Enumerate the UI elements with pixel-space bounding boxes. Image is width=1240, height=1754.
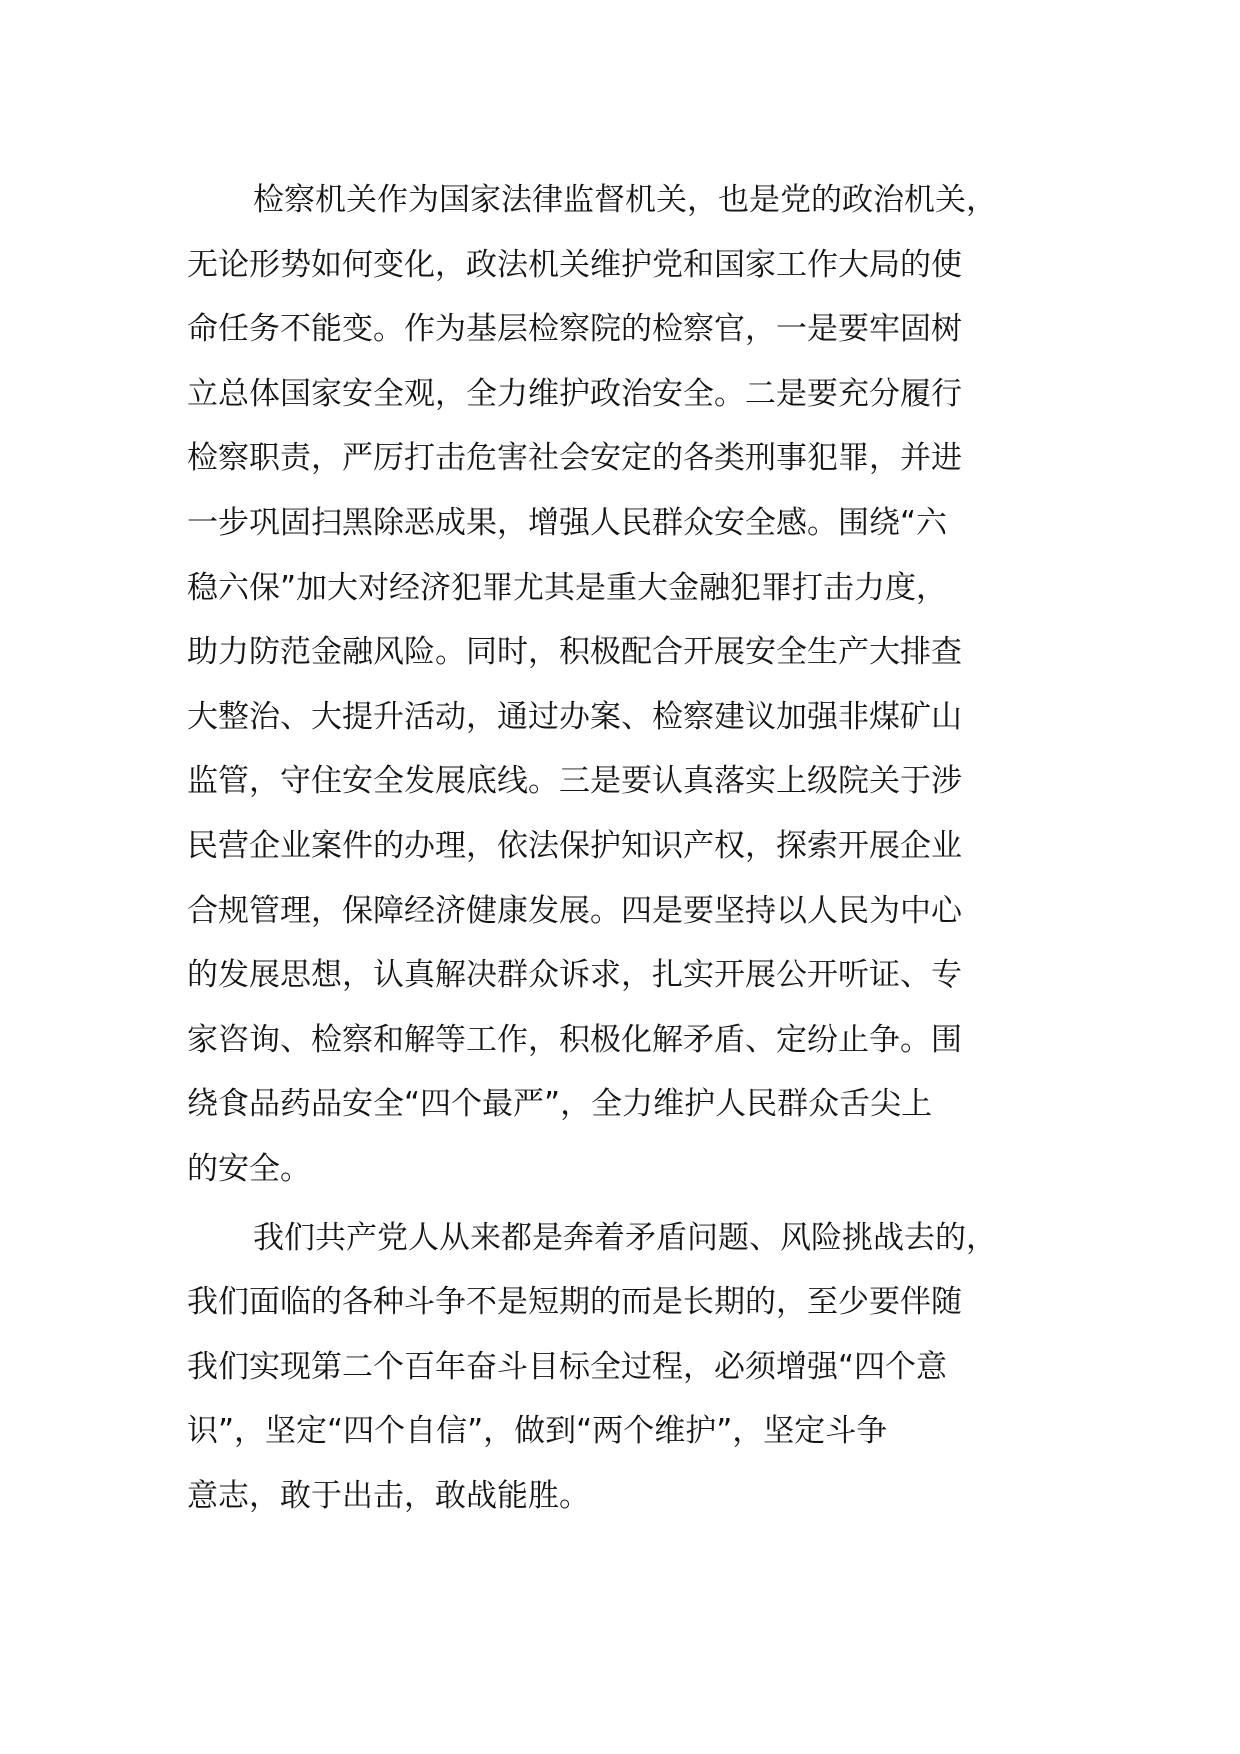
text-line: 的安全。 xyxy=(187,1150,311,1187)
text-line: 家咨询、检察和解等工作，积极化解矛盾、定纷止争。围 xyxy=(187,1021,962,1058)
text-line: 我们实现第二个百年奋斗目标全过程，必须增强“四个意 xyxy=(187,1348,948,1385)
body-text xyxy=(187,168,1087,1528)
text-line: 无论形势如何变化，政法机关维护党和国家工作大局的使 xyxy=(187,246,962,283)
text-line: 意志，敢于出击，敢战能胜。 xyxy=(187,1477,590,1514)
text-line: 命任务不能变。作为基层检察院的检察官，一是要牢固树 xyxy=(187,311,962,348)
text-line: 大整治、大提升活动，通过办案、检察建议加强非煤矿山 xyxy=(187,698,962,735)
text-line: 识”，坚定“四个自信”，做到“两个维护”，坚定斗争 xyxy=(187,1413,888,1450)
text-line: 绕食品药品安全“四个最严”，全力维护人民群众舌尖上 xyxy=(187,1086,933,1123)
text-line: 检察机关作为国家法律监督机关，也是党的政治机关， xyxy=(253,182,997,218)
text-line: 民营企业案件的办理，依法保护知识产权，探索开展企业 xyxy=(187,827,962,864)
text-line: 监管，守住安全发展底线。三是要认真落实上级院关于涉 xyxy=(187,763,962,800)
text-line: 一步巩固扫黑除恶成果，增强人民群众安全感。围绕“六 xyxy=(187,504,948,541)
text-line: 助力防范金融风险。同时，积极配合开展安全生产大排查 xyxy=(187,634,962,671)
text-line: 的发展思想，认真解决群众诉求，扎实开展公开听证、专 xyxy=(187,957,962,994)
text-line: 稳六保”加大对经济犯罪尤其是重大金融犯罪打击力度， xyxy=(187,569,948,606)
text-line: 我们共产党人从来都是奔着矛盾问题、风险挑战去的， xyxy=(253,1219,997,1256)
paragraph-1 xyxy=(187,168,1087,1202)
text-line: 立总体国家安全观，全力维护政治安全。二是要充分履行 xyxy=(187,375,962,412)
text-line: 检察职责，严厉打击危害社会安定的各类刑事犯罪，并进 xyxy=(187,440,962,477)
text-line: 合规管理，保障经济健康发展。四是要坚持以人民为中心 xyxy=(187,892,962,929)
text-line: 我们面临的各种斗争不是短期的而是长期的，至少要伴随 xyxy=(187,1284,962,1321)
paragraph-2 xyxy=(187,1206,1087,1529)
